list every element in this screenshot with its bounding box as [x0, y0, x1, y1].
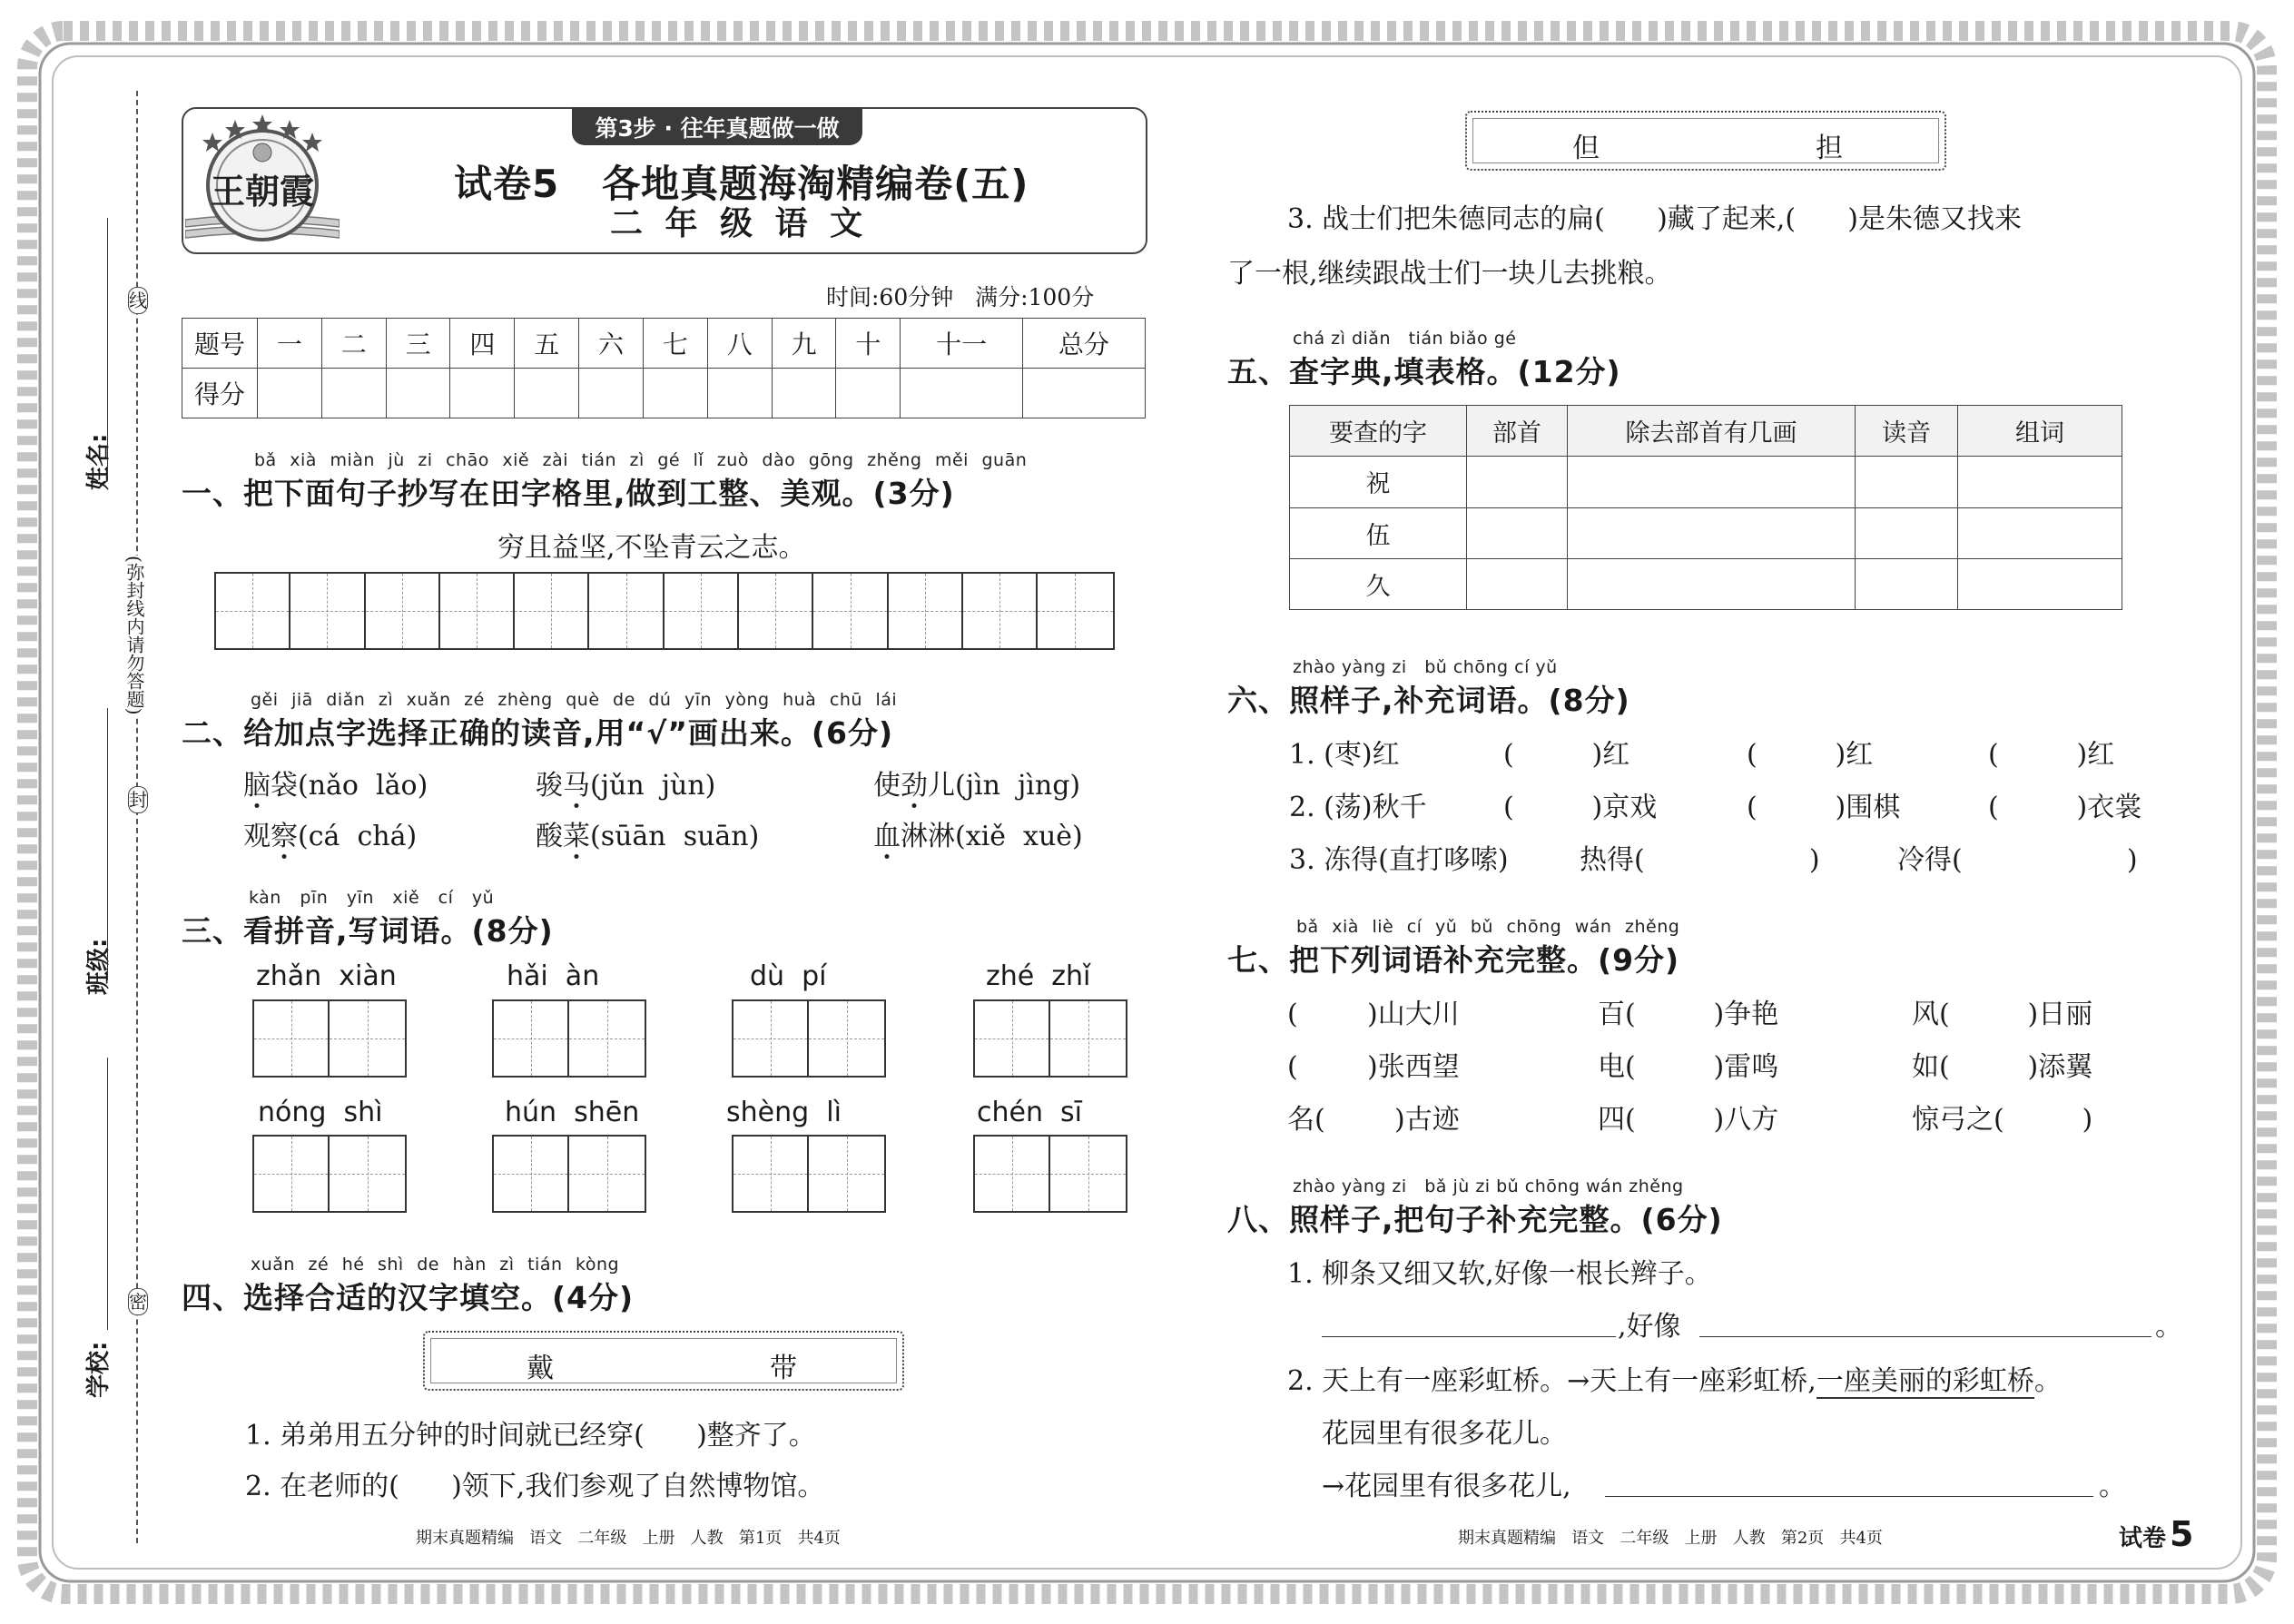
dict-answer-cell[interactable]	[1467, 507, 1568, 558]
q7-item[interactable]: 百( )争艳	[1598, 999, 1779, 1030]
q3-answer-grid[interactable]	[492, 1135, 646, 1213]
q6-blank[interactable]: ( )红	[1503, 739, 1630, 771]
binding-mi-mark: 密	[128, 1288, 148, 1315]
publisher-logo	[185, 113, 340, 247]
score-cell[interactable]	[258, 369, 322, 418]
score-table	[182, 318, 1146, 418]
dict-answer-cell[interactable]	[1568, 558, 1856, 609]
paper-badge	[2119, 1514, 2193, 1554]
q3-answer-grid[interactable]	[252, 1135, 407, 1213]
word-option: 担	[1816, 133, 1843, 164]
time-info: 时间:60分钟 满分:100分	[826, 284, 1095, 310]
q4-item-3-cont: 了一根,继续跟战士们一块儿去挑粮。	[1227, 258, 1672, 290]
q6-blank[interactable]: ( )京戏	[1503, 792, 1658, 823]
q2-item[interactable]: 脑袋(nǎo lǎo)	[243, 763, 428, 802]
svg-text:王朝霞: 王朝霞	[210, 171, 315, 212]
q7-item[interactable]: ( )山大川	[1287, 999, 1460, 1030]
q8-item-2-prompt: 花园里有很多花儿。	[1322, 1418, 1567, 1450]
q7-item[interactable]: 四( )八方	[1598, 1104, 1779, 1136]
score-cell[interactable]	[707, 369, 772, 418]
q8-item-1: 1. 柳条又细又软,好像一根长辫子。	[1287, 1258, 1712, 1290]
q4-pinyin: xuǎn zé hé shì de hàn zì tián kòng	[251, 1255, 620, 1275]
score-col: 九	[772, 319, 836, 369]
q4-title: 四、选择合适的汉字填空。(4分)	[182, 1280, 635, 1315]
q5-title: 五、查字典,填表格。(12分)	[1227, 354, 1621, 389]
q6-example: 1. (枣)红	[1289, 739, 1400, 771]
word-option: 带	[770, 1353, 797, 1384]
word-option: 但	[1572, 133, 1600, 164]
q4-item-3[interactable]: 3. 战士们把朱德同志的扁( )藏了起来,( )是朱德又找来	[1287, 203, 2022, 235]
q3-word-pinyin: hún shēn	[505, 1097, 640, 1128]
score-col: 五	[515, 319, 579, 369]
q2-item[interactable]: 使劲儿(jìn jìng)	[873, 763, 1080, 802]
q7-title: 七、把下列词语补充完整。(9分)	[1227, 942, 1680, 978]
step-label: 第3步 · 往年真题做一做	[595, 115, 840, 142]
dict-answer-cell[interactable]	[1856, 457, 1958, 507]
q6-blank[interactable]: ( )衣裳	[1988, 792, 2142, 823]
q8-period: 。	[2155, 1311, 2182, 1343]
q3-word-pinyin: zhé zhǐ	[986, 960, 1091, 992]
q2-item[interactable]: 血淋淋(xiě xuè)	[873, 813, 1083, 853]
score-col: 十	[836, 319, 901, 369]
q4-item-2[interactable]: 2. 在老师的( )领下,我们参观了自然博物馆。	[245, 1471, 825, 1502]
q3-word-pinyin: dù pí	[750, 960, 827, 992]
score-col: 七	[643, 319, 707, 369]
dict-header: 读音	[1856, 406, 1958, 457]
q3-pinyin: kàn pīn yīn xiě cí yǔ	[249, 888, 495, 908]
q6-title: 六、照样子,补充词语。(8分)	[1227, 683, 1630, 718]
q3-answer-grid[interactable]	[973, 999, 1127, 1078]
score-col: 一	[258, 319, 322, 369]
q3-word-pinyin: chén sī	[977, 1097, 1083, 1128]
q3-answer-grid[interactable]	[732, 999, 886, 1078]
q4-word-box	[423, 1331, 904, 1391]
q8-item-2: 2. 天上有一座彩虹桥。→天上有一座彩虹桥,一座美丽的彩虹桥。	[1287, 1365, 2062, 1397]
dict-header: 部首	[1467, 406, 1568, 457]
q1-sentence: 穷且益坚,不坠青云之志。	[497, 532, 806, 564]
q6-example: 2. (荡)秋千	[1289, 792, 1427, 823]
q7-item[interactable]: 名( )古迹	[1287, 1104, 1460, 1136]
dict-answer-cell[interactable]	[1467, 558, 1568, 609]
q3-answer-grid[interactable]	[252, 999, 407, 1078]
dict-answer-cell[interactable]	[1856, 558, 1958, 609]
score-col: 八	[707, 319, 772, 369]
q5-pinyin: chá zì diǎn tián biǎo gé	[1293, 329, 1517, 349]
score-cell[interactable]	[1023, 369, 1146, 418]
q4-word-box-2	[1465, 111, 1946, 171]
score-col: 三	[386, 319, 450, 369]
dict-answer-cell[interactable]	[1856, 507, 1958, 558]
dict-answer-cell[interactable]	[1568, 457, 1856, 507]
exam-title: 试卷5 各地真题海淘精编卷(五)	[454, 162, 1029, 206]
q1-pinyin: bǎ xià miàn jù zi chāo xiě zài tián zì gé lǐ zuò dào gōng zhěng měi guān	[254, 450, 1028, 470]
q3-word-pinyin: zhǎn xiàn	[256, 960, 397, 992]
dict-char: 久	[1290, 558, 1467, 609]
school-label: 学校:	[85, 1341, 113, 1398]
dict-answer-cell[interactable]	[1958, 507, 2122, 558]
score-cell[interactable]	[579, 369, 644, 418]
score-col: 总分	[1023, 319, 1146, 369]
q3-answer-grid[interactable]	[492, 999, 646, 1078]
paper-label: 试卷	[2119, 1525, 2167, 1552]
score-row-header: 题号	[182, 319, 258, 369]
q6-blank[interactable]: ( )红	[1747, 739, 1874, 771]
q8-item-1-mid: ,好像	[1618, 1311, 1681, 1343]
q8-title: 八、照样子,把句子补充完整。(6分)	[1227, 1202, 1723, 1237]
q7-pinyin: bǎ xià liè cí yǔ bǔ chōng wán zhěng	[1296, 917, 1680, 937]
binding-xian-mark: 线	[128, 287, 148, 314]
q5-dictionary-table	[1289, 405, 2122, 610]
binding-note: (弥封线内请勿答题)	[123, 556, 145, 715]
score-cell[interactable]	[836, 369, 901, 418]
q7-item[interactable]: 电( )雷鸣	[1598, 1051, 1779, 1083]
q4-item-1[interactable]: 1. 弟弟用五分钟的时间就已经穿( )整齐了。	[245, 1420, 816, 1452]
q8-answer-line[interactable]	[1699, 1336, 2151, 1337]
q8-period: 。	[2099, 1471, 2126, 1502]
q7-item[interactable]: 惊弓之( )	[1912, 1104, 2093, 1136]
score-cell[interactable]	[450, 369, 515, 418]
q7-item[interactable]: 风( )日丽	[1912, 999, 2093, 1030]
q8-answer-line[interactable]	[1322, 1336, 1616, 1337]
q1-title: 一、把下面句子抄写在田字格里,做到工整、美观。(3分)	[182, 476, 955, 511]
dict-header: 组词	[1958, 406, 2122, 457]
score-cell[interactable]	[772, 369, 836, 418]
q1-tianzige[interactable]	[214, 572, 1115, 650]
class-field[interactable]	[107, 708, 110, 980]
dict-header: 要查的字	[1290, 406, 1467, 457]
score-row-header: 得分	[182, 369, 258, 418]
footer-left: 期末真题精编 语文 二年级 上册 人教 第1页 共4页	[416, 1529, 841, 1548]
q8-item-2-answer: →花园里有很多花儿,	[1322, 1471, 1571, 1502]
dict-answer-cell[interactable]	[1958, 558, 2122, 609]
dict-answer-cell[interactable]	[1568, 507, 1856, 558]
q3-word-pinyin: shèng lì	[726, 1097, 842, 1128]
score-cell[interactable]	[643, 369, 707, 418]
q3-word-pinyin: hǎi àn	[507, 960, 600, 992]
q6-blank[interactable]: 冷得( )	[1897, 844, 2138, 876]
paper-number: 5	[2170, 1514, 2194, 1554]
q2-item[interactable]: 观察(cá chá)	[243, 813, 417, 853]
score-col: 二	[321, 319, 386, 369]
score-col: 六	[579, 319, 644, 369]
footer-right: 期末真题精编 语文 二年级 上册 人教 第2页 共4页	[1458, 1529, 1883, 1548]
score-col: 十一	[901, 319, 1023, 369]
q6-pinyin: zhào yàng zi bǔ chōng cí yǔ	[1293, 657, 1558, 677]
name-field[interactable]	[107, 218, 110, 481]
q3-answer-grid[interactable]	[732, 1135, 886, 1213]
dict-char: 祝	[1290, 457, 1467, 507]
binding-feng-mark: 封	[128, 786, 148, 813]
q6-blank[interactable]: ( )围棋	[1747, 792, 1901, 823]
dict-answer-cell[interactable]	[1467, 457, 1568, 507]
q3-word-pinyin: nóng shì	[258, 1097, 383, 1128]
q7-item[interactable]: ( )张西望	[1287, 1051, 1460, 1083]
q8-answer-line[interactable]	[1605, 1496, 2093, 1497]
q8-pinyin: zhào yàng zi bǎ jù zi bǔ chōng wán zhěng	[1293, 1176, 1684, 1196]
score-cell[interactable]	[321, 369, 386, 418]
score-cell[interactable]	[901, 369, 1023, 418]
exam-subtitle: 二 年 级 语 文	[610, 205, 869, 242]
class-label: 班级:	[85, 938, 113, 995]
q2-pinyin: gěi jiā diǎn zì xuǎn zé zhèng què de dú yīn yòng huà chū lái	[251, 690, 898, 710]
dict-answer-cell[interactable]	[1958, 457, 2122, 507]
school-field[interactable]	[107, 1058, 110, 1330]
dict-header: 除去部首有几画	[1568, 406, 1856, 457]
score-col: 四	[450, 319, 515, 369]
q2-title: 二、给加点字选择正确的读音,用“√”画出来。(6分)	[182, 715, 894, 751]
q3-answer-grid[interactable]	[973, 1135, 1127, 1213]
dict-char: 伍	[1290, 507, 1467, 558]
q3-title: 三、看拼音,写词语。(8分)	[182, 913, 554, 949]
q2-item[interactable]: 酸菜(sūān suān)	[536, 813, 759, 853]
q2-item[interactable]: 骏马(jǔn jùn)	[536, 763, 715, 802]
q6-example: 3. 冻得(直打哆嗦)	[1289, 844, 1509, 876]
score-cell[interactable]	[515, 369, 579, 418]
score-cell[interactable]	[386, 369, 450, 418]
name-label: 姓名:	[85, 433, 113, 490]
q6-blank[interactable]: 热得( )	[1580, 844, 1820, 876]
word-option: 戴	[527, 1353, 554, 1384]
q7-item[interactable]: 如( )添翼	[1912, 1051, 2093, 1083]
q6-blank[interactable]: ( )红	[1988, 739, 2115, 771]
